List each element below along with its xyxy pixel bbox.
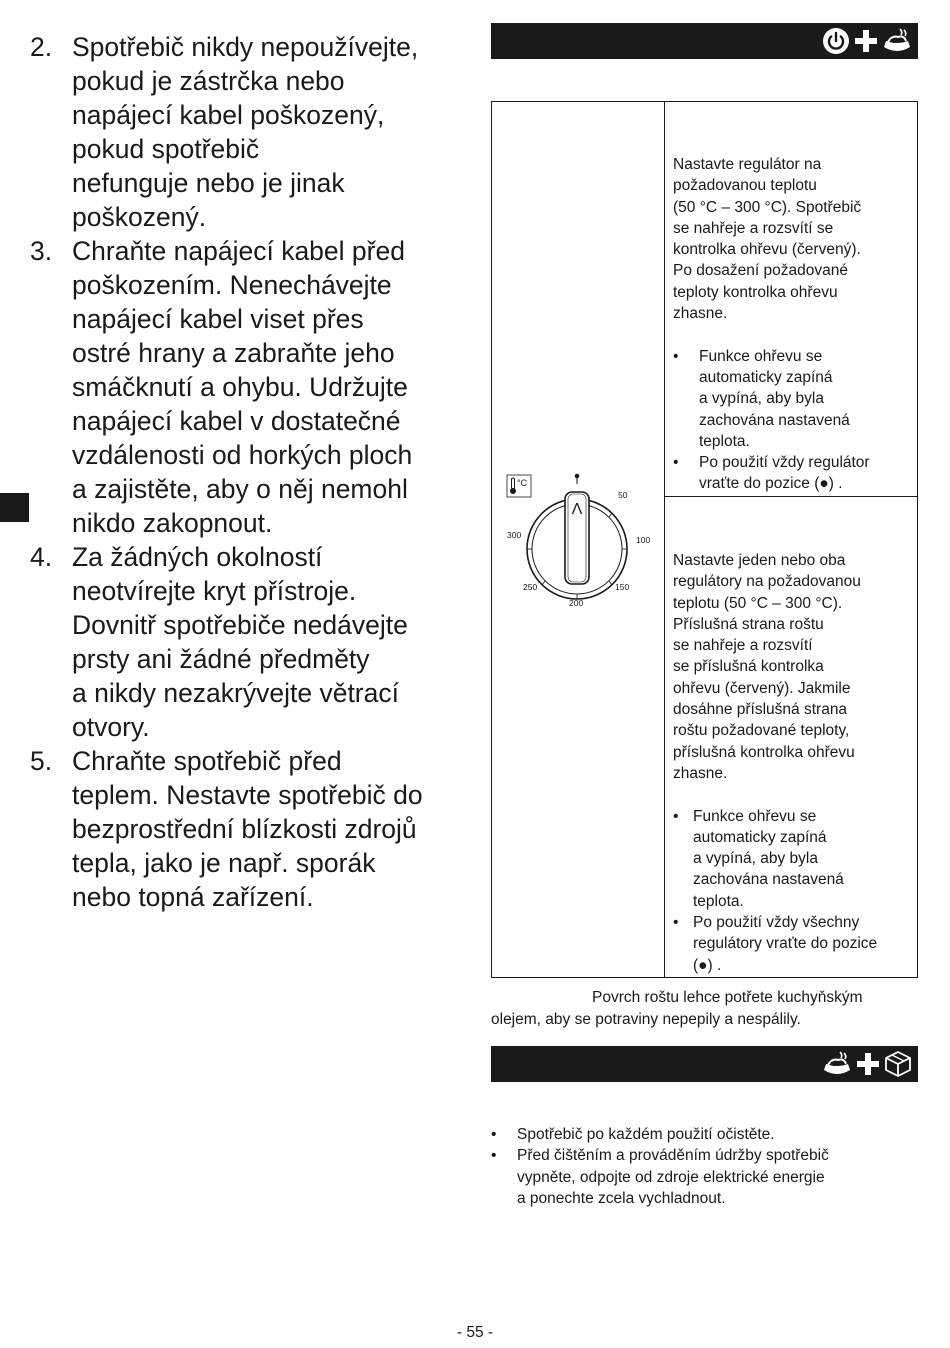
text-line: teplota. — [693, 892, 744, 910]
item-line: nikdo zakopnout. — [72, 508, 273, 538]
item-line: poškozením. Nenechávejte — [72, 270, 392, 300]
text-line: regulátory na požadovanou — [673, 573, 861, 591]
bullet-symbol: • — [673, 454, 679, 472]
item-line: smáčknutí a ohybu. Udržujte — [72, 372, 408, 402]
item-line: ostré hrany a zabraňte jeho — [72, 338, 395, 368]
chapter-tab-marker — [0, 493, 29, 522]
bullet-symbol: • — [491, 1126, 497, 1143]
list-item — [30, 30, 455, 234]
text-line: teplota. — [699, 432, 750, 450]
text-line: a vypíná, aby byla — [693, 850, 818, 868]
text-line: automaticky zapíná — [693, 828, 827, 846]
text-line: příslušná kontrolka ohřevu — [673, 743, 855, 761]
item-line: napájecí kabel v dostatečné — [72, 406, 401, 436]
item-line: bezprostřední blízkosti zdrojů — [72, 814, 417, 844]
text-line: teploty kontrolka ohřevu — [673, 283, 838, 301]
text-line: zhasne. — [673, 305, 728, 323]
text-line: (●) . — [693, 956, 722, 974]
item-line: pokud spotřebič — [72, 134, 260, 164]
text-line: vypněte, odpojte od zdroje elektrické energie — [517, 1168, 825, 1186]
text-line: roštu požadované teploty, — [673, 722, 850, 740]
item-line: Spotřebič nikdy nepoužívejte, — [72, 32, 419, 62]
text-line: zachována nastavená — [699, 411, 850, 429]
table-divider-horizontal — [664, 496, 917, 497]
bullet-symbol: • — [673, 914, 679, 932]
item-line: Za žádných okolností — [72, 542, 323, 572]
bullet-item — [673, 452, 913, 495]
text-line: se příslušná kontrolka — [673, 658, 824, 676]
item-line: nefunguje nebo je jinak — [72, 168, 345, 198]
safety-instructions-list — [30, 30, 455, 914]
item-line: napájecí kabel poškozený, — [72, 100, 385, 130]
text-line: se nahřeje a rozsvítí se — [673, 219, 834, 237]
text-line: kontrolka ohřevu (červený). — [673, 241, 861, 259]
dial-pointer: Λ — [571, 501, 583, 518]
text-line: Funkce ohřevu se — [699, 347, 823, 365]
reference-dot — [575, 474, 580, 479]
bullet-symbol: • — [491, 1147, 497, 1165]
text-line: Příslušná strana roštu — [673, 615, 824, 633]
text-line: a vypíná, aby byla — [699, 390, 824, 408]
item-line: poškozený. — [72, 202, 207, 232]
scale-label-200: 200 — [569, 598, 584, 608]
page-number: - 55 - — [456, 1324, 494, 1341]
plus-icon — [855, 1051, 881, 1077]
item-line: Chraňte spotřebič před — [72, 746, 342, 776]
text-line: požadovanou teplotu — [673, 177, 817, 195]
text-line: teplotu (50 °C – 300 °C). — [673, 594, 843, 612]
item-line: Chraňte napájecí kabel před — [72, 236, 405, 266]
operation-section-header — [491, 23, 918, 59]
bullet-symbol: • — [673, 807, 679, 825]
text-line: Spotřebič po každém použití očistěte. — [517, 1126, 775, 1143]
cleaning-instructions-list — [491, 1124, 918, 1209]
text-line: Nastavte jeden nebo oba — [673, 552, 846, 569]
text-line: Povrch roštu lehce potřete kuchyňským — [592, 989, 863, 1006]
table-divider-vertical — [664, 102, 665, 977]
item-line: nebo topná zařízení. — [72, 882, 314, 912]
text-line: Po dosažení požadované — [673, 262, 848, 280]
bullet-item — [673, 346, 913, 452]
box-icon — [884, 1050, 912, 1078]
text-line: zachována nastavená — [693, 871, 844, 889]
cleaning-section-header — [491, 1046, 918, 1082]
plus-icon — [853, 28, 879, 54]
text-line: dosáhne příslušná strana — [673, 701, 848, 719]
text-line: se nahřeje a rozsvítí — [673, 637, 813, 655]
grill-food-icon — [822, 1050, 852, 1078]
item-line: vzdálenosti od horkých ploch — [72, 440, 413, 470]
list-item — [30, 744, 455, 914]
text-line: ohřevu (červený). Jakmile — [673, 679, 851, 697]
text-line: Před čištěním a prováděním údržby spotřebič — [517, 1147, 829, 1165]
item-number: 3. — [30, 236, 53, 266]
text-line: Funkce ohřevu se — [693, 807, 817, 825]
bullet-item — [673, 912, 913, 976]
text-line: Po použití vždy všechny — [693, 914, 860, 932]
oil-tip-note — [491, 987, 918, 1031]
text-line: Nastavte regulátor na — [673, 156, 822, 173]
item-line: pokud je zástrčka nebo — [72, 66, 345, 96]
item-number: 4. — [30, 542, 53, 572]
scale-label-300: 300 — [507, 530, 522, 540]
item-line: napájecí kabel viset přes — [72, 304, 364, 334]
dual-regulator-instructions — [673, 550, 913, 976]
text-line: automaticky zapíná — [699, 368, 833, 386]
text-line: (50 °C – 300 °C). Spotřebič — [673, 198, 862, 216]
text-line: Po použití vždy regulátor — [699, 454, 870, 472]
scale-label-100: 100 — [636, 535, 651, 545]
scale-label-150: 150 — [615, 582, 630, 592]
grill-food-icon — [882, 27, 912, 55]
item-line: teplem. Nestavte spotřebič do — [72, 780, 423, 810]
thermometer-icon — [507, 475, 531, 497]
bullet-symbol: • — [673, 347, 679, 365]
single-regulator-instructions — [673, 154, 913, 495]
list-item — [30, 540, 455, 744]
text-line: a ponechte zcela vychladnout. — [517, 1189, 726, 1207]
item-line: a nikdy nezakrývejte větrací — [72, 678, 399, 708]
item-number: 2. — [30, 32, 53, 62]
item-line: otvory. — [72, 712, 150, 742]
item-line: neotvírejte kryt přístroje. — [72, 576, 357, 606]
item-line: tepla, jako je např. sporák — [72, 848, 376, 878]
bullet-item — [673, 806, 913, 912]
scale-label-50: 50 — [618, 490, 628, 500]
text-line: vraťte do pozice (●) . — [699, 475, 843, 493]
text-line: zhasne. — [673, 764, 728, 782]
unit-label: °C — [517, 478, 528, 488]
text-line: olejem, aby se potraviny nepepily a nespálily. — [491, 1011, 801, 1028]
temperature-dial-illustration — [498, 470, 658, 615]
text-line: regulátory vraťte do pozice — [693, 935, 878, 953]
bullet-item — [491, 1145, 918, 1209]
bullet-item — [491, 1124, 918, 1145]
item-number: 5. — [30, 746, 53, 776]
list-item — [30, 234, 455, 540]
item-line: a zajistěte, aby o něj nemohl — [72, 474, 408, 504]
item-line: Dovnitř spotřebiče nedávejte — [72, 610, 408, 640]
scale-label-250: 250 — [523, 582, 538, 592]
item-line: prsty ani žádné předměty — [72, 644, 370, 674]
power-icon — [822, 27, 850, 55]
